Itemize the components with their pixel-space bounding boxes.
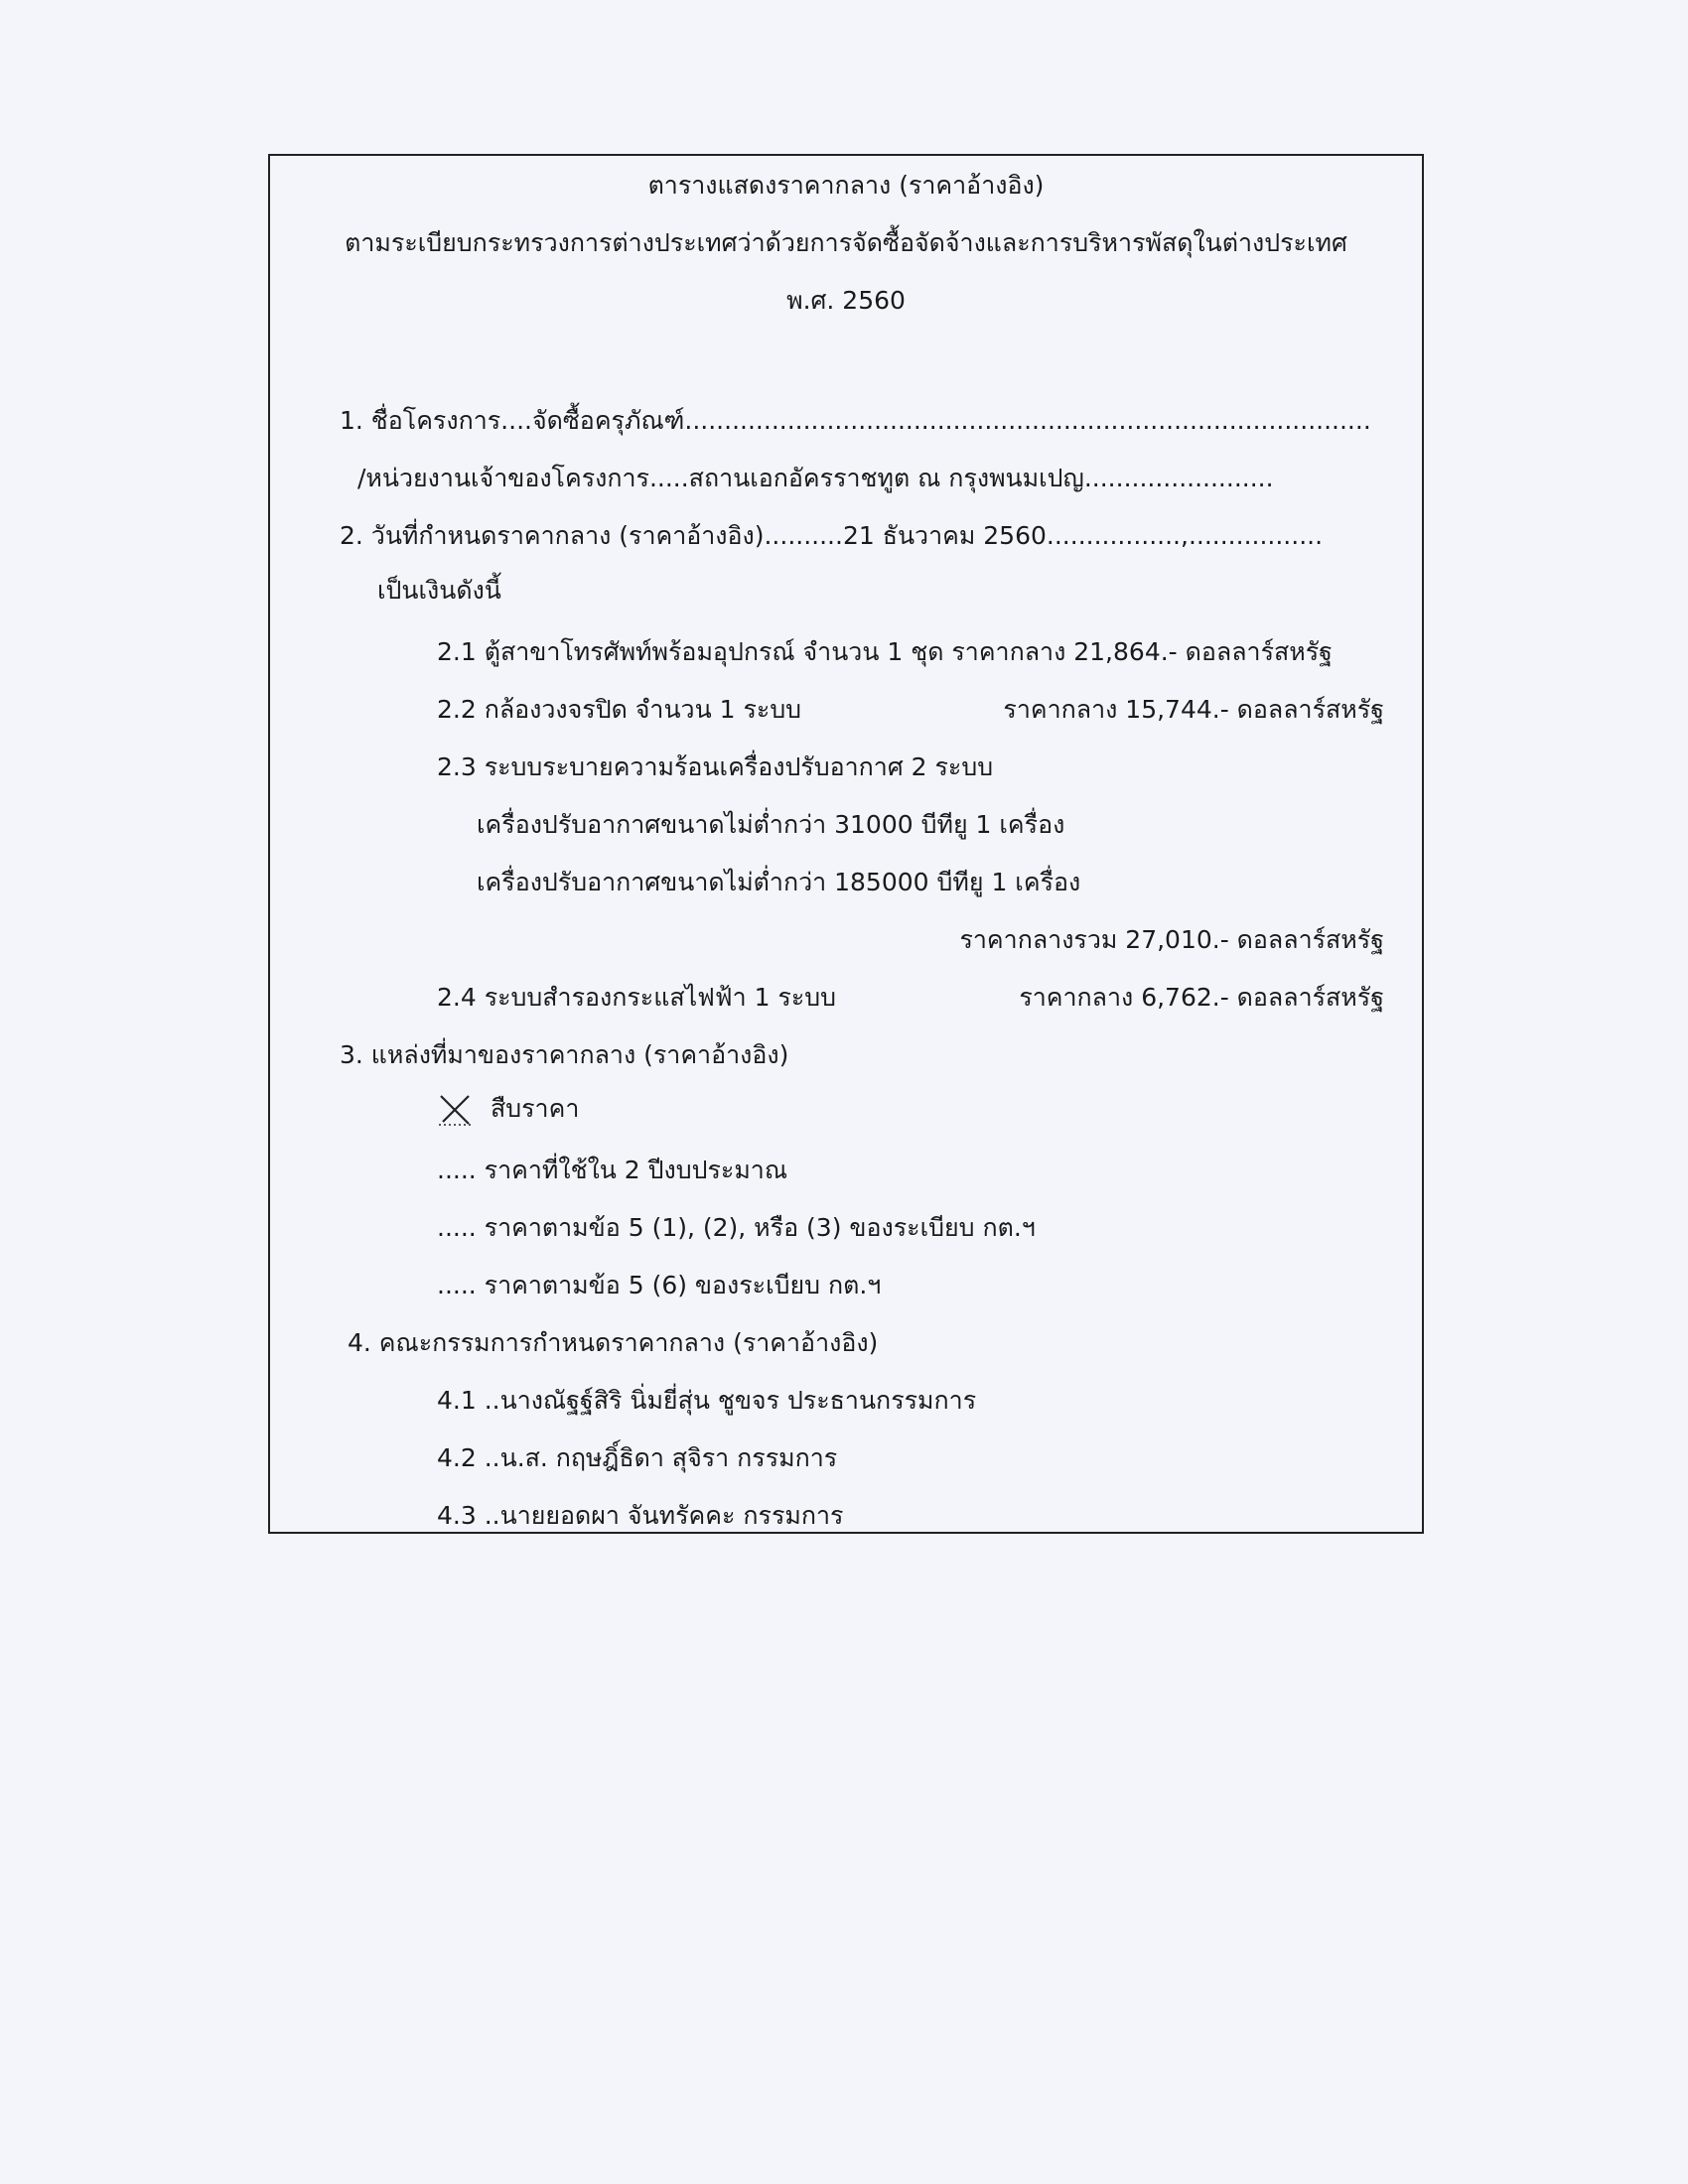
item-2-1: 2.1 ตู้สาขาโทรศัพท์พร้อมอุปกรณ์ จำนวน 1 ชุด ราคากลาง 21,864.- ดอลลาร์สหรัฐ [437,637,1333,666]
committee-member-3: 4.3 ..นายยอดผา จันทรัคคะ กรรมการ [437,1501,844,1530]
committee-member-2: 4.2 ..น.ส. กฤษฎิ์ธิดา สุจิรา กรรมการ [437,1443,838,1472]
price-date-line: 2. วันที่กำหนดราคากลาง (ราคาอ้างอิง)..........21 ธันวาคม 2560.................,................. [340,521,1324,550]
committee-member-1: 4.1 ..นางณัฐฐ์สิริ นิ่มยี่สุ่น ชูขจร ประธานกรรมการ [437,1386,977,1415]
document-title: ตารางแสดงราคากลาง (ราคาอ้างอิง) [647,171,1045,200]
project-owner-line: /หน่วยงานเจ้าของโครงการ.....สถานเอกอัครราชทูต ณ กรุงพนมเปญ........................ [357,464,1274,492]
item-2-3-total-price: ราคากลางรวม 27,010.- ดอลลาร์สหรัฐ [959,925,1384,954]
committee-title: 4. คณะกรรมการกำหนดราคากลาง (ราคาอ้างอิง) [348,1328,879,1357]
item-2-4-label: 2.4 ระบบสำรองกระแสไฟฟ้า 1 ระบบ [437,983,837,1012]
cross-mark-icon [437,1092,473,1128]
amount-intro: เป็นเงินดังนี้ [377,576,501,605]
item-2-3-unit-b: เครื่องปรับอากาศขนาดไม่ต่ำกว่า 185000 บีทียู 1 เครื่อง [477,868,1081,896]
price-source-option-1 [437,1089,579,1129]
document-frame [268,154,1424,1534]
price-source-option-4: ..... ราคาตามข้อ 5 (6) ของระเบียบ กต.ฯ [437,1271,882,1299]
project-name-line: 1. ชื่อโครงการ....จัดซื้อครุภัณฑ์....................................................................................... [340,406,1371,435]
item-2-4-price: ราคากลาง 6,762.- ดอลลาร์สหรัฐ [1019,983,1384,1012]
document-year: พ.ศ. 2560 [786,286,906,315]
item-2-2-label: 2.2 กล้องวงจรปิด จำนวน 1 ระบบ [437,695,802,724]
price-source-option-2: ..... ราคาที่ใช้ใน 2 ปีงบประมาณ [437,1156,788,1184]
price-source-option-3: ..... ราคาตามข้อ 5 (1), (2), หรือ (3) ของระเบียบ กต.ฯ [437,1213,1036,1242]
item-2-3: 2.3 ระบบระบายความร้อนเครื่องปรับอากาศ 2 ระบบ [437,752,994,781]
price-source-title: 3. แหล่งที่มาของราคากลาง (ราคาอ้างอิง) [340,1040,789,1069]
price-source-option-1-label: สืบราคา [491,1094,580,1123]
item-2-3-unit-a: เครื่องปรับอากาศขนาดไม่ต่ำกว่า 31000 บีทียู 1 เครื่อง [477,810,1065,839]
document-subtitle: ตามระเบียบกระทรวงการต่างประเทศว่าด้วยการจัดซื้อจัดจ้างและการบริหารพัสดุในต่างประเทศ [345,228,1347,257]
item-2-2-price: ราคากลาง 15,744.- ดอลลาร์สหรัฐ [1003,695,1384,724]
